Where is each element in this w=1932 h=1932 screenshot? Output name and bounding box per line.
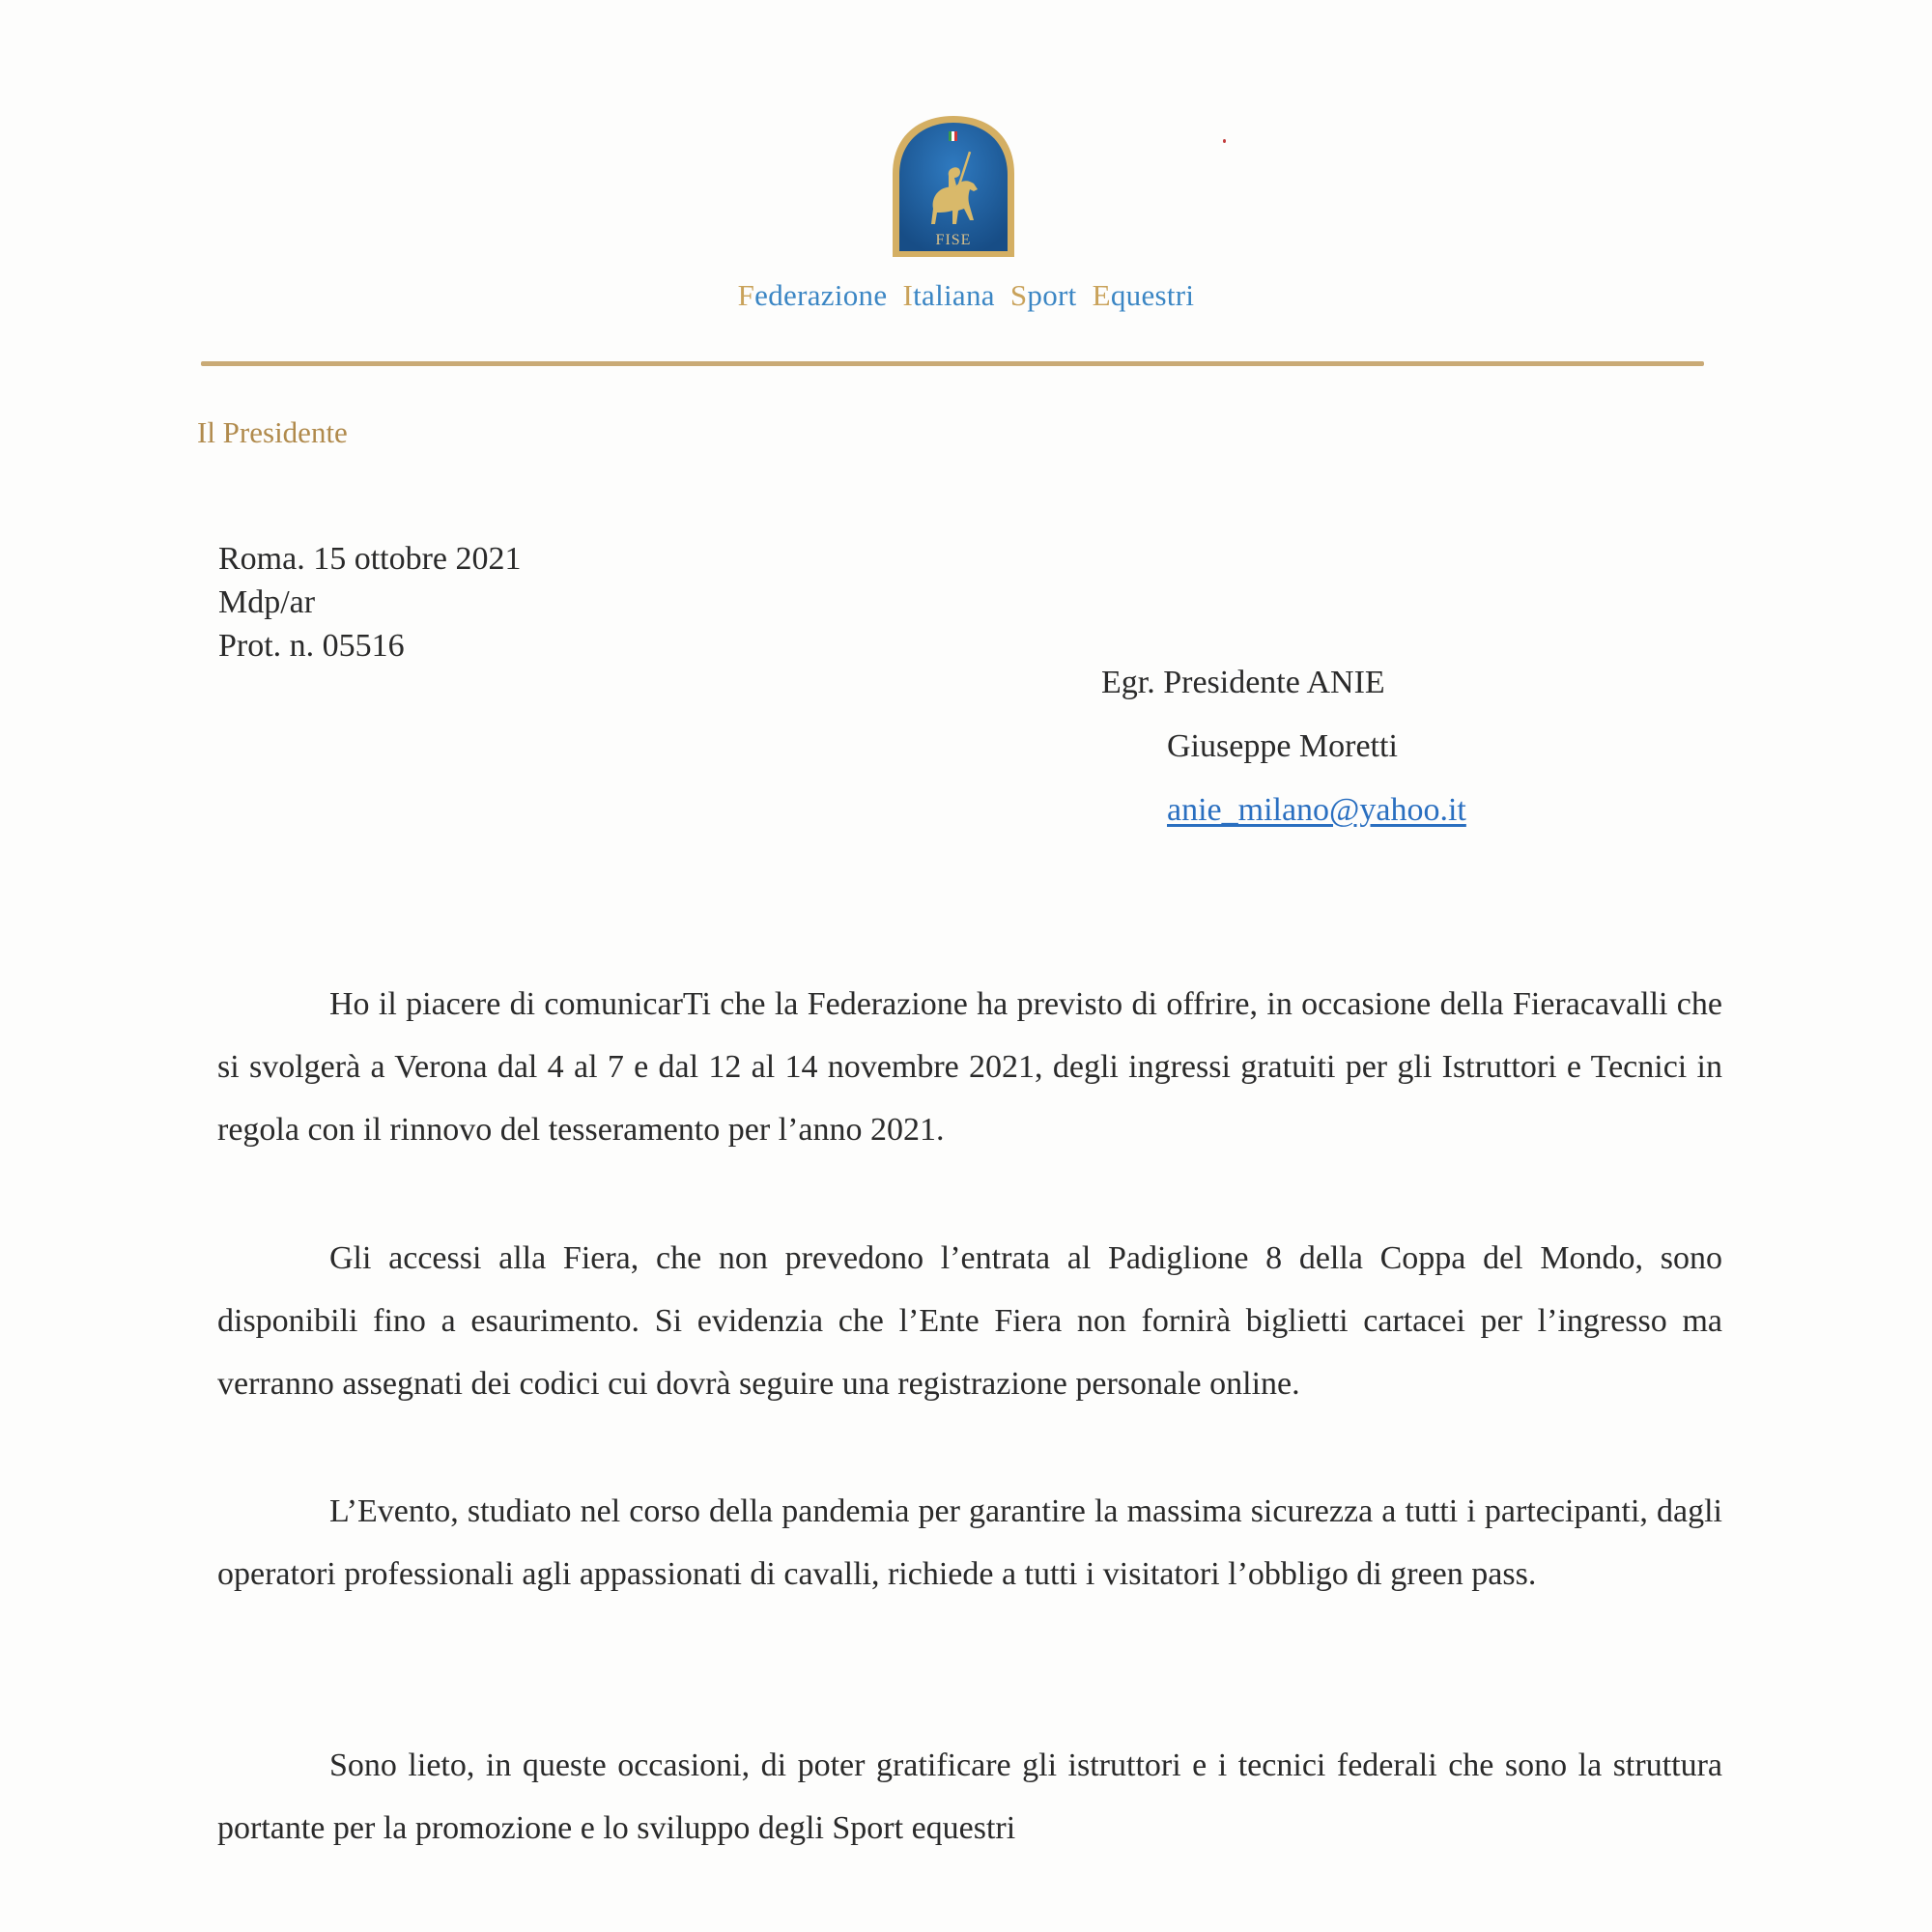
fise-logo (885, 112, 1022, 263)
body-paragraph: Ho il piacere di comunicarTi che la Federazione ha previsto di offrire, in occasione della Fieracavalli che si svolgerà a Verona dal 4 al 7 e dal 12 al 14 novembre 2021, degli ingressi gratuiti per gli Istruttori e Tecnici in regola con il rinnovo del tesseramento per l’anno 2021. (217, 986, 1722, 1148)
body-paragraph: Gli accessi alla Fiera, che non prevedono l’entrata al Padiglione 8 della Coppa del Mondo, sono disponibili fino a esaurimento. Si evidenzia che l’Ente Fiera non fornirà biglietti cartacei per l’ingresso ma verranno assegnati dei codici cui dovrà seguire una registrazione personale online. (217, 1240, 1722, 1402)
reference-block (218, 537, 522, 668)
recipient-name: Giuseppe Moretti (1167, 728, 1398, 764)
sender-role: Il Presidente (197, 415, 348, 449)
header-divider (201, 361, 1704, 366)
place-date: Roma. 15 ottobre 2021 (218, 541, 522, 577)
org-word: Italiana (902, 278, 995, 312)
logo-text: FISE (935, 232, 972, 248)
initials: Mdp/ar (218, 584, 316, 620)
recipient-email-link[interactable]: anie_milano@yahoo.it (1167, 792, 1466, 828)
org-word: Equestri (1092, 278, 1195, 312)
body-paragraph: L’Evento, studiato nel corso della pandemia per garantire la massima sicurezza a tutti i partecipanti, dagli operatori professionali agli appassionati di cavalli, richiede a tutti i visitatori l’obbligo di green pass. (217, 1493, 1722, 1592)
org-word: Federazione (737, 278, 888, 312)
protocol-number: Prot. n. 05516 (218, 628, 405, 664)
organization-name (0, 278, 1932, 313)
org-word: Sport (1009, 278, 1077, 312)
recipient-title: Egr. Presidente ANIE (1101, 665, 1385, 700)
ink-speck (1223, 139, 1226, 143)
body-paragraph: Sono lieto, in queste occasioni, di poter gratificare gli istruttori e i tecnici federali che sono la struttura portante per la promozione e lo sviluppo degli Sport equestri (217, 1747, 1722, 1846)
